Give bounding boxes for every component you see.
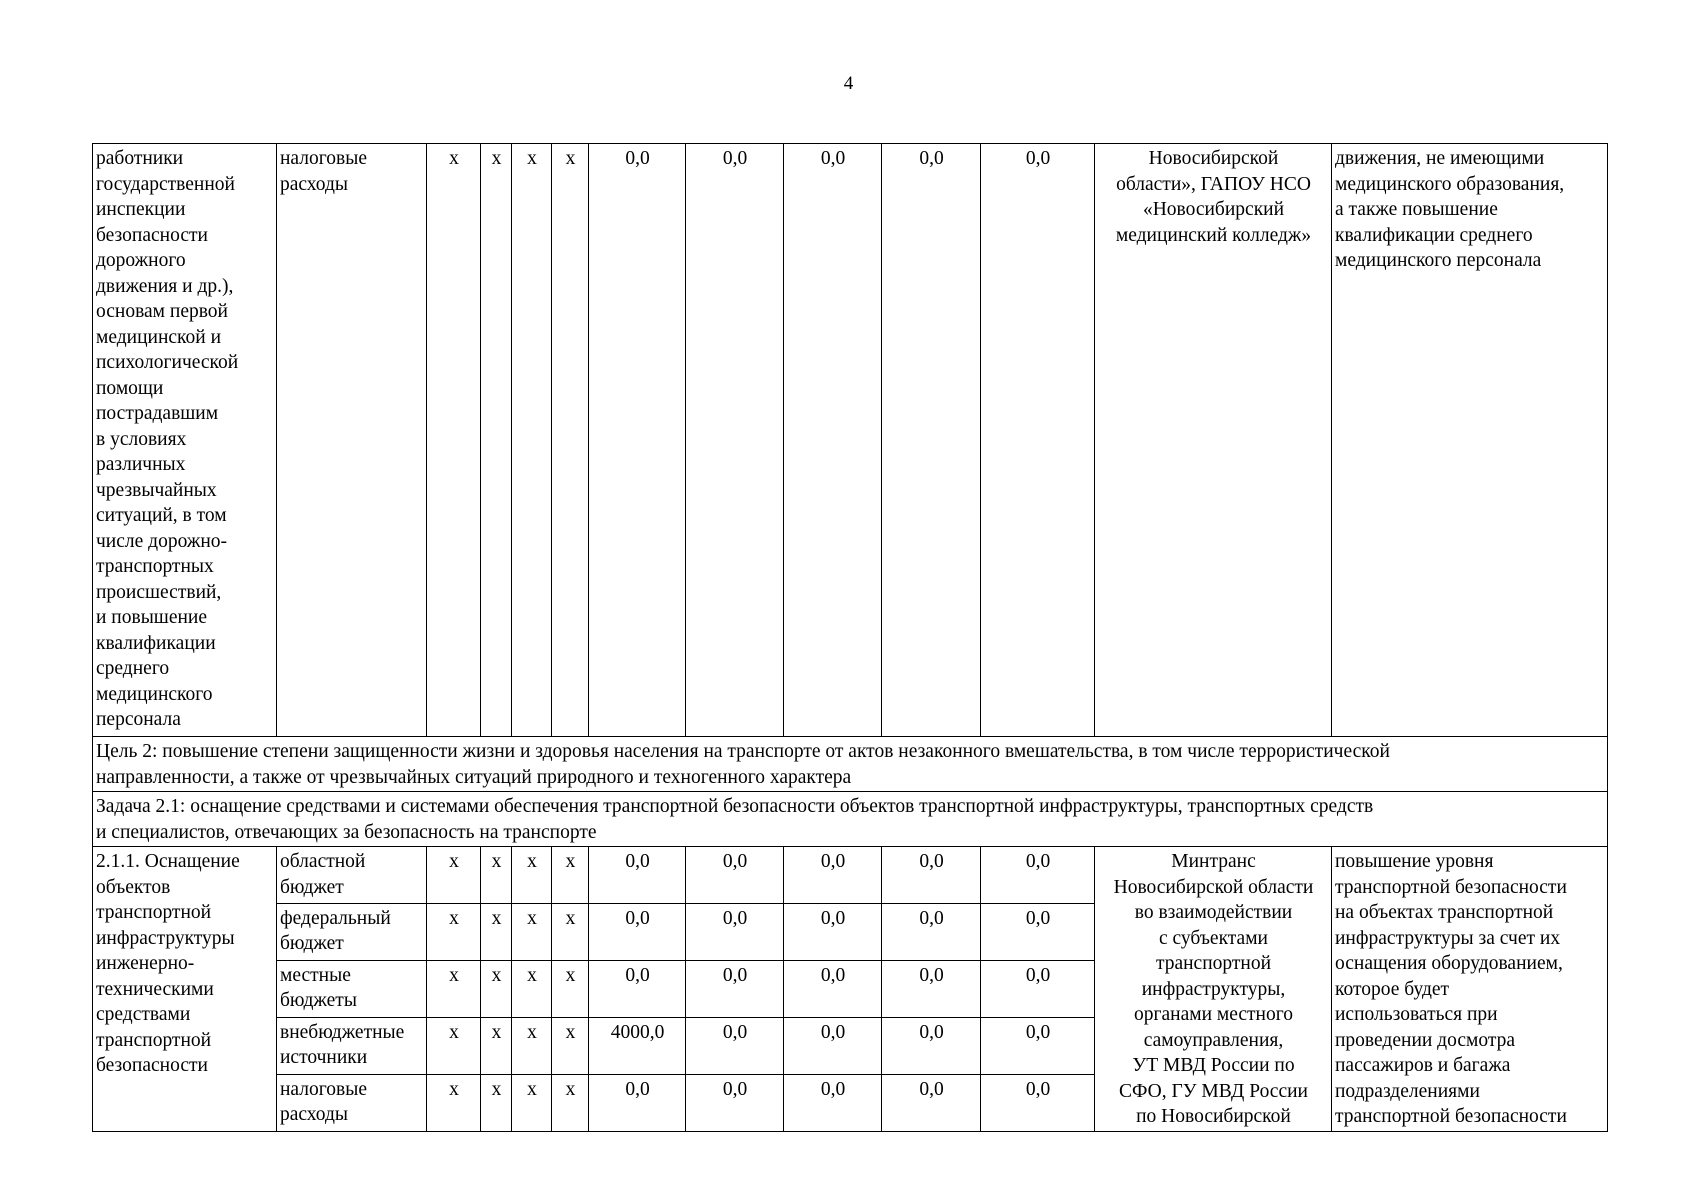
activity-cell: 2.1.1. Оснащение объектов транспортной инфраструктуры инженерно- техническими средствами транспортной безопасности bbox=[93, 847, 277, 1132]
value-cell: 0,0 bbox=[686, 903, 784, 960]
executor-cell: Минтранс Новосибирской области во взаимодействии с субъектами транспортной инфраструктуры, органами местного самоуправления, УТ МВД России по СФО, ГУ МВД России по Новосибирской bbox=[1095, 847, 1332, 1132]
mark-cell: х bbox=[481, 960, 512, 1017]
executor-cell: Новосибирской области», ГАПОУ НСО «Новосибирский медицинский колледж» bbox=[1095, 144, 1332, 737]
value-cell: 0,0 bbox=[686, 144, 784, 737]
value-cell: 0,0 bbox=[882, 1017, 981, 1074]
mark-cell: х bbox=[427, 144, 481, 737]
activity-cell: работники государственной инспекции безопасности дорожного движения и др.), основам первой медицинской и психологической помощи пострадавшим в условиях различных чрезвычайных ситуаций, в том числе дорожно- транспортных происшествий, и повышение квалификации среднего медицинского персонала bbox=[93, 144, 277, 737]
mark-cell: х bbox=[552, 1074, 589, 1131]
value-cell: 0,0 bbox=[981, 960, 1095, 1017]
mark-cell: х bbox=[552, 903, 589, 960]
program-activities-table bbox=[92, 143, 1608, 1132]
result-cell: повышение уровня транспортной безопасности на объектах транспортной инфраструктуры за счет их оснащения оборудованием, которое будет использоваться при проведении досмотра пассажиров и багажа подразделениями транспортной безопасности bbox=[1332, 847, 1608, 1132]
value-cell: 0,0 bbox=[981, 144, 1095, 737]
mark-cell: х bbox=[427, 960, 481, 1017]
mark-cell: х bbox=[481, 847, 512, 904]
mark-cell: х bbox=[512, 1017, 552, 1074]
mark-cell: х bbox=[512, 903, 552, 960]
value-cell: 0,0 bbox=[882, 144, 981, 737]
value-cell: 0,0 bbox=[686, 960, 784, 1017]
value-cell: 0,0 bbox=[784, 144, 882, 737]
mark-cell: х bbox=[512, 144, 552, 737]
page-number: 4 bbox=[843, 73, 854, 94]
value-cell: 0,0 bbox=[589, 960, 686, 1017]
value-cell: 0,0 bbox=[882, 847, 981, 904]
funding-source-cell: областной бюджет bbox=[277, 847, 427, 904]
mark-cell: х bbox=[481, 1074, 512, 1131]
mark-cell: х bbox=[481, 903, 512, 960]
mark-cell: х bbox=[481, 144, 512, 737]
value-cell: 0,0 bbox=[981, 1074, 1095, 1131]
value-cell: 0,0 bbox=[784, 847, 882, 904]
task-row bbox=[93, 792, 1608, 847]
mark-cell: х bbox=[552, 1017, 589, 1074]
mark-cell: х bbox=[427, 903, 481, 960]
mark-cell: х bbox=[512, 960, 552, 1017]
mark-cell: х bbox=[481, 1017, 512, 1074]
value-cell: 0,0 bbox=[981, 847, 1095, 904]
funding-source-cell: налоговые расходы bbox=[277, 144, 427, 737]
mark-cell: х bbox=[552, 960, 589, 1017]
mark-cell: х bbox=[552, 847, 589, 904]
value-cell: 0,0 bbox=[589, 1074, 686, 1131]
mark-cell: х bbox=[427, 1017, 481, 1074]
goal-2-text: Цель 2: повышение степени защищенности жизни и здоровья населения на транспорте от актов незаконного вмешательства, в том числе террористической направленности, а также от чрезвычайных ситуаций природного и техногенного характера bbox=[93, 737, 1608, 792]
value-cell: 0,0 bbox=[784, 1017, 882, 1074]
value-cell: 0,0 bbox=[686, 847, 784, 904]
goal-row bbox=[93, 737, 1608, 792]
mark-cell: х bbox=[552, 144, 589, 737]
task-2-1-text: Задача 2.1: оснащение средствами и системами обеспечения транспортной безопасности объектов транспортной инфраструктуры, транспортных средств и специалистов, отвечающих за безопасность на транспорте bbox=[93, 792, 1608, 847]
value-cell: 0,0 bbox=[784, 1074, 882, 1131]
funding-source-cell: федеральный бюджет bbox=[277, 903, 427, 960]
funding-source-cell: местные бюджеты bbox=[277, 960, 427, 1017]
value-cell: 0,0 bbox=[784, 960, 882, 1017]
mark-cell: х bbox=[512, 1074, 552, 1131]
value-cell: 0,0 bbox=[882, 903, 981, 960]
funding-source-cell: налоговые расходы bbox=[277, 1074, 427, 1131]
value-cell: 0,0 bbox=[589, 144, 686, 737]
value-cell: 0,0 bbox=[882, 1074, 981, 1131]
mark-cell: х bbox=[427, 1074, 481, 1131]
mark-cell: х bbox=[427, 847, 481, 904]
value-cell: 4000,0 bbox=[589, 1017, 686, 1074]
value-cell: 0,0 bbox=[686, 1074, 784, 1131]
value-cell: 0,0 bbox=[981, 1017, 1095, 1074]
value-cell: 0,0 bbox=[589, 847, 686, 904]
value-cell: 0,0 bbox=[589, 903, 686, 960]
mark-cell: х bbox=[512, 847, 552, 904]
value-cell: 0,0 bbox=[882, 960, 981, 1017]
result-cell: движения, не имеющими медицинского образования, а также повышение квалификации среднего медицинского персонала bbox=[1332, 144, 1608, 737]
table-row bbox=[93, 847, 1608, 904]
value-cell: 0,0 bbox=[784, 903, 882, 960]
funding-source-cell: внебюджетные источники bbox=[277, 1017, 427, 1074]
value-cell: 0,0 bbox=[686, 1017, 784, 1074]
table-row bbox=[93, 144, 1608, 737]
value-cell: 0,0 bbox=[981, 903, 1095, 960]
